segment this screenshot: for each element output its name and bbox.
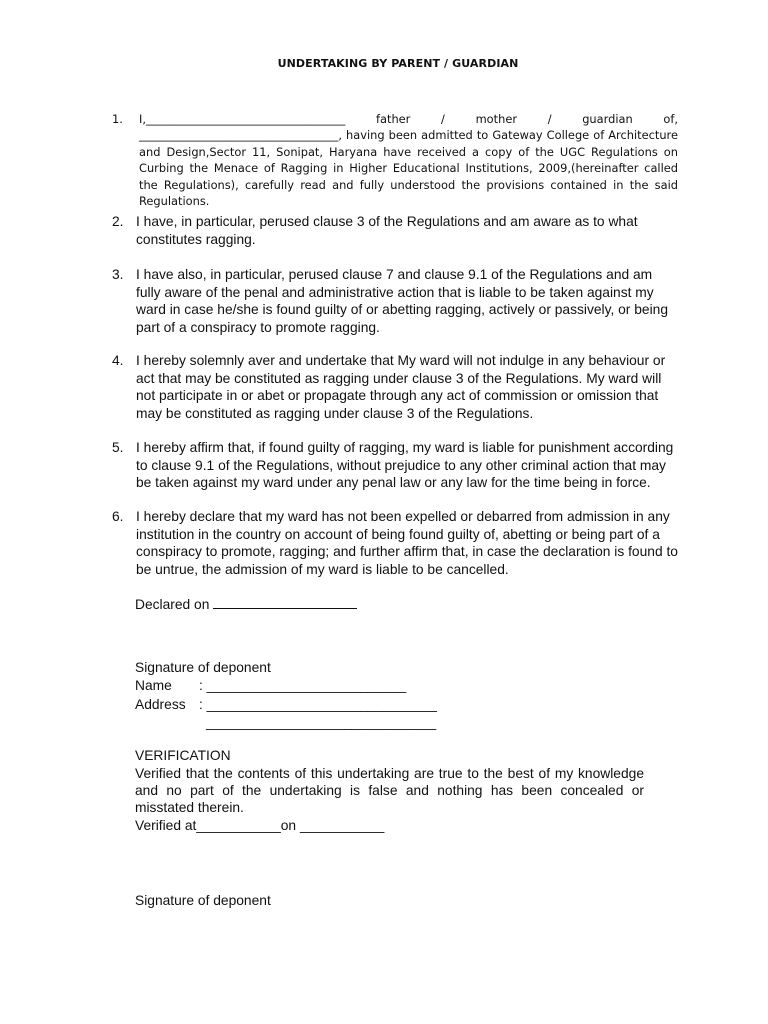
parent-name-blank: ___________________________________: [145, 112, 346, 126]
signature-label: Signature of deponent: [135, 660, 271, 675]
list-number: 2.: [112, 214, 124, 229]
document-title: UNDERTAKING BY PARENT / GUARDIAN: [277, 57, 519, 70]
list-number: 3.: [112, 267, 124, 282]
declared-on-label: Declared on: [135, 597, 210, 612]
item1-continuation: [139, 127, 678, 209]
item1-lead: [139, 111, 345, 127]
relation-word-mother: mother: [475, 112, 518, 126]
list-number: 5.: [112, 440, 124, 455]
relation-word-father: father: [376, 112, 411, 126]
item1-first-line: [139, 111, 678, 127]
ward-name-blank: ___________________________________: [139, 128, 339, 143]
name-label: Name: [135, 678, 172, 693]
name-row: [135, 677, 406, 695]
list-item-text: [139, 111, 678, 209]
item1-rest-text: , having been admitted to Gateway College of Architecture and Design,Sector 11, Sonipat, Haryana have received a copy of the UGC Regulations on Curbing the Menace of Ragging in Higher Educational Institutions, 2009,(hereinafter called the Regulations), carefully read and fully understood the provisions contained in the said Regulations.: [139, 128, 678, 209]
verification-text: Verified that the contents of this undertaking are true to the best of my knowledge and no part of the undertaking is false and nothing has been concealed or misstated therein.: [135, 766, 644, 816]
list-number: 1.: [112, 112, 123, 126]
relation-word-guardian: guardian: [582, 112, 633, 126]
item1-lead-text: I,: [139, 112, 146, 126]
relation-slash-2: /: [547, 112, 552, 126]
declared-on-line: [135, 595, 357, 614]
list-number: 6.: [112, 509, 124, 524]
final-signature-label: Signature of deponent: [135, 893, 271, 908]
name-field[interactable]: : __________________________: [199, 678, 407, 693]
declared-on-date-field[interactable]: [213, 595, 357, 609]
verification-heading: VERIFICATION: [135, 748, 231, 763]
address-row: [135, 696, 437, 714]
relation-slash-1: /: [441, 112, 445, 126]
list-item-text: I hereby declare that my ward has not been expelled or debarred from admission in any institution in the country on account of being found guilty of, abetting or being part of a conspiracy to promote, ragging; and further affirm that, in case the declaration is found to be untrue, the admission of my ward is liable to be cancelled.: [136, 509, 678, 577]
address-label: Address: [135, 697, 186, 712]
verified-at-line[interactable]: Verified at___________on ___________: [135, 818, 385, 833]
address-field-line-2[interactable]: ______________________________: [206, 715, 437, 730]
list-item-text: I have also, in particular, perused clause 7 and clause 9.1 of the Regulations and am fully aware of the penal and administrative action that is liable to be taken against my ward in case he/she is found guilty of or abetting ragging, actively or passively, or being part of a conspiracy to promote ragging.: [136, 267, 668, 335]
list-item-text: I have, in particular, perused clause 3 of the Regulations and am aware as to what constitutes ragging.: [136, 214, 638, 247]
list-item-text: I hereby affirm that, if found guilty of ragging, my ward is liable for punishment according to clause 9.1 of the Regulations, without prejudice to any other criminal action that may be taken against my ward under any penal law or any law for the time being in force.: [136, 440, 674, 490]
address-field[interactable]: : ______________________________: [199, 697, 437, 712]
relation-word-of: of,: [663, 112, 678, 126]
list-item-text: I hereby solemnly aver and undertake that My ward will not indulge in any behaviour or act that may be constituted as ragging under clause 3 of the Regulations. My ward will not participate in or abet or propagate through any act of commission or omission that may be constituted as ragging under clause 3 of the Regulations.: [136, 353, 666, 421]
list-number: 4.: [112, 353, 124, 368]
